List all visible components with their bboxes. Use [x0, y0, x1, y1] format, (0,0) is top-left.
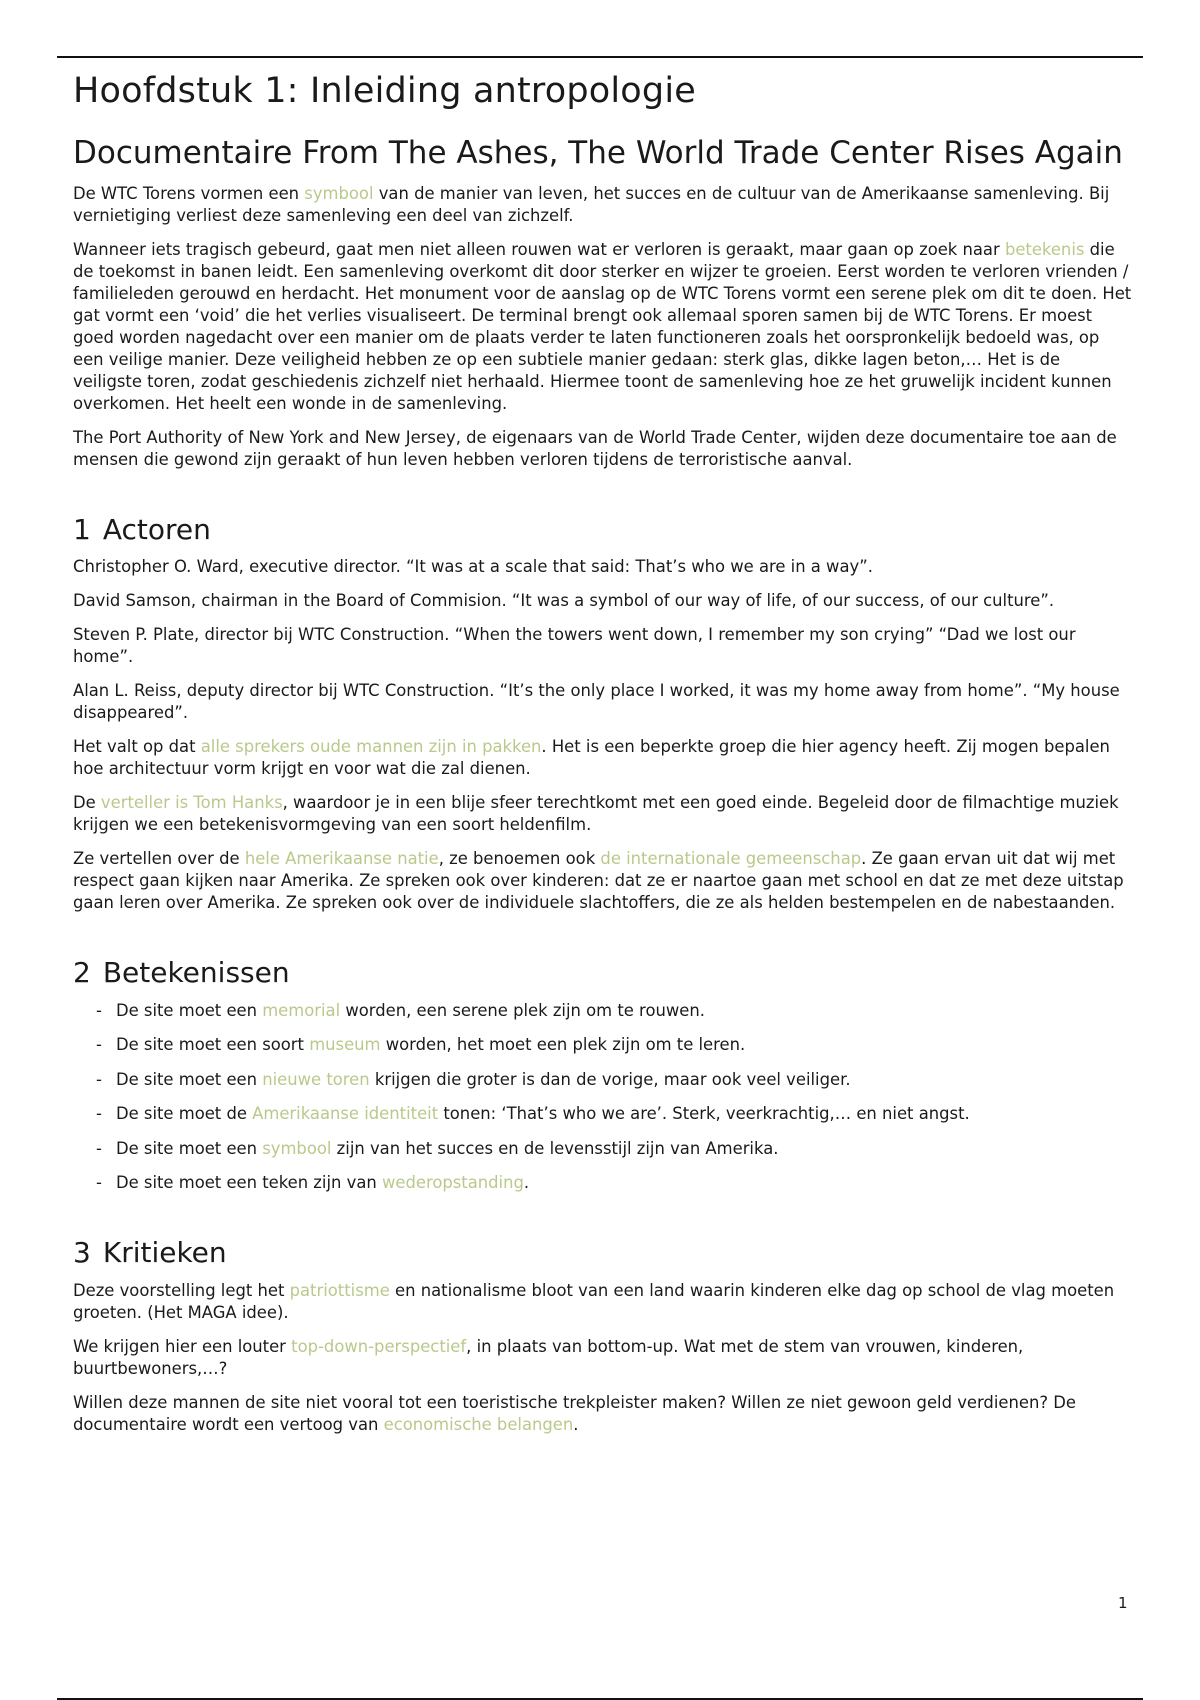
highlighted-term: betekenis [1004, 239, 1085, 259]
section-title: Kritieken [102, 1236, 227, 1270]
text-run: De site moet een [116, 1000, 263, 1020]
text-run: Wanneer iets tragisch gebeurd, gaat men niet alleen rouwen wat er verloren is geraakt, maar gaan op zoek naar [73, 239, 1005, 259]
list-item [73, 1069, 1133, 1091]
text-run: De site moet een soort [116, 1035, 310, 1055]
chapter-title: Hoofdstuk 1: Inleiding antropologie [73, 71, 696, 111]
list-item [73, 1000, 1133, 1022]
text-run: , in plaats van bottom-up. Wat met de stem van vrouwen, kinderen, buurtbewoners,…? [73, 1337, 1024, 1379]
actoren-paragraph-7 [73, 848, 1133, 914]
text-run: . Ze gaan ervan uit dat wij met respect gaan kijken naar Amerika. Ze spreken ook over kinderen: dat ze er naartoe gaan met school en dat ze met deze uitstap gaan leren over Amerika. Ze spreken ook over de individuele slachtoffers, die ze als helden bestempelen en de nabestaanden. [73, 849, 1124, 913]
actoren-paragraph-2 [73, 590, 1133, 612]
section-number: 3 [73, 1236, 91, 1270]
section-title: Betekenissen [102, 956, 290, 990]
text-run: Het valt op dat [73, 737, 201, 757]
text-run: The Port Authority of New York and New Jersey, de eigenaars van de World Trade Center, wijden deze documentaire toe aan de mensen die gewond zijn geraakt of hun leven hebben verloren tijdens de terroristische aanval. [73, 427, 1117, 469]
text-run: van de manier van leven, het succes en de cultuur van de Amerikaanse samenleving. Bij vernietiging verliest deze samenleving een deel van zichzelf. [73, 183, 1110, 225]
text-run: , waardoor je in een blije sfeer terechtkomt met een goed einde. Begeleid door de filmachtige muziek krijgen we een betekenisvormgeving van een soort heldenfilm. [73, 793, 1119, 835]
section-number: 1 [73, 512, 91, 546]
text-run: tonen: ‘That’s who we are’. Sterk, veerkrachtig,… en niet angst. [438, 1104, 970, 1124]
text-run: Steven P. Plate, director bij WTC Construction. “When the towers went down, I remember my son crying” “Dad we lost our home”. [73, 625, 1076, 667]
text-run: De site moet een [116, 1138, 263, 1158]
text-run: De site moet een [116, 1069, 263, 1089]
actoren-paragraph-5 [73, 736, 1133, 780]
highlighted-term: wederopstanding [381, 1173, 524, 1193]
kritieken-paragraph-1 [73, 1280, 1133, 1324]
text-run: krijgen die groter is dan de vorige, maar ook veel veiliger. [369, 1069, 851, 1089]
highlighted-term: symbool [304, 183, 374, 203]
documentary-title: Documentaire From The Ashes, The World Trade Center Rises Again [73, 135, 1123, 171]
list-item [73, 1034, 1133, 1056]
text-run: De site moet een teken zijn van [116, 1173, 382, 1193]
intro-paragraph-3 [73, 427, 1133, 471]
text-run: worden, het moet een plek zijn om te leren. [380, 1035, 746, 1055]
highlighted-term: top-down-perspectief [291, 1337, 467, 1357]
intro-paragraph-2 [73, 239, 1133, 415]
actoren-paragraph-3 [73, 624, 1133, 668]
text-run: David Samson, chairman in the Board of Commision. “It was a symbol of our way of life, of our success, of our culture”. [73, 591, 1055, 611]
text-run: Willen deze mannen de site niet vooral tot een toeristische trekpleister maken? Willen ze niet gewoon geld verdienen? De documentaire wordt een vertoog van [73, 1393, 1076, 1435]
text-run: Ze vertellen over de [73, 849, 245, 869]
list-item [73, 1172, 1133, 1194]
text-run: Christopher O. Ward, executive director. “It was at a scale that said: That’s who we are in a way”. [73, 557, 873, 577]
highlighted-term: economische belangen [383, 1415, 574, 1435]
highlighted-term: verteller is Tom Hanks [100, 793, 283, 813]
section-number: 2 [73, 956, 91, 990]
text-run: De [73, 793, 101, 813]
top-rule [57, 56, 1143, 58]
highlighted-term: patriottisme [289, 1281, 390, 1301]
list-item [73, 1103, 1133, 1125]
actoren-paragraph-1 [73, 556, 1133, 578]
text-run: . Het is een beperkte groep die hier agency heeft. Zij mogen bepalen hoe architectuur vorm krijgt en voor wat die zal dienen. [73, 737, 1110, 779]
kritieken-paragraph-3 [73, 1392, 1133, 1436]
text-run: en nationalisme bloot van een land waarin kinderen elke dag op school de vlag moeten groeten. (Het MAGA idee). [73, 1281, 1115, 1323]
highlighted-term: hele Amerikaanse natie [244, 849, 439, 869]
text-run: , ze benoemen ook [438, 849, 601, 869]
text-run: Alan L. Reiss, deputy director bij WTC Construction. “It’s the only place I worked, it was my home away from home”. “My house disappeared”. [73, 681, 1120, 723]
text-run: zijn van het succes en de levensstijl zijn van Amerika. [331, 1138, 779, 1158]
section-title: Actoren [102, 512, 211, 546]
text-run: . [573, 1415, 579, 1435]
text-run: De WTC Torens vormen een [73, 183, 305, 203]
highlighted-term: symbool [262, 1138, 332, 1158]
highlighted-term: museum [309, 1035, 381, 1055]
text-run: Deze voorstelling legt het [73, 1281, 290, 1301]
actoren-paragraph-4 [73, 680, 1133, 724]
document-page [73, 70, 1133, 1448]
page-number: 1 [1118, 1594, 1128, 1612]
text-run: We krijgen hier een louter [73, 1337, 292, 1357]
text-run: De site moet de [116, 1104, 253, 1124]
betekenissen-list [73, 1000, 1133, 1195]
highlighted-term: memorial [262, 1000, 341, 1020]
text-run: worden, een serene plek zijn om te rouwen. [340, 1000, 705, 1020]
text-run: die de toekomst in banen leidt. Een samenleving overkomt dit door sterker en wijzer te groeien. Eerst worden te verloren vrienden / familieleden gerouwd en herdacht. Het monument voor de aanslag op de WTC Torens vormt een serene plek om dit te doen. Het gat vormt een ‘void’ die het verlies visualiseert. De terminal brengt ook allemaal sporen samen bij de WTC Torens. Er moest goed worden nagedacht over een manier om de plaats verder te laten functioneren zoals het oorspronkelijk bedoeld was, op een veilige manier. Deze veiligheid hebben ze op een subtiele manier gedaan: sterk glas, dikke lagen beton,… Het is de veiligste toren, zodat geschiedenis zichzelf niet herhaald. Hiermee toont de samenleving hoe ze het gruwelijk incident kunnen overkomen. Het heelt een wonde in de samenleving. [73, 239, 1132, 413]
actoren-paragraph-6 [73, 792, 1133, 836]
highlighted-term: Amerikaanse identiteit [252, 1104, 439, 1124]
highlighted-term: alle sprekers oude mannen zijn in pakken [200, 737, 542, 757]
text-run: . [523, 1173, 530, 1193]
intro-paragraph-1 [73, 183, 1133, 227]
highlighted-term: nieuwe toren [262, 1069, 370, 1089]
kritieken-paragraph-2 [73, 1336, 1133, 1380]
section-heading-kritieken [73, 1236, 1133, 1270]
highlighted-term: de internationale gemeenschap [600, 849, 862, 869]
list-item [73, 1138, 1133, 1160]
section-heading-betekenissen [73, 956, 1133, 990]
section-heading-actoren [73, 513, 1133, 547]
